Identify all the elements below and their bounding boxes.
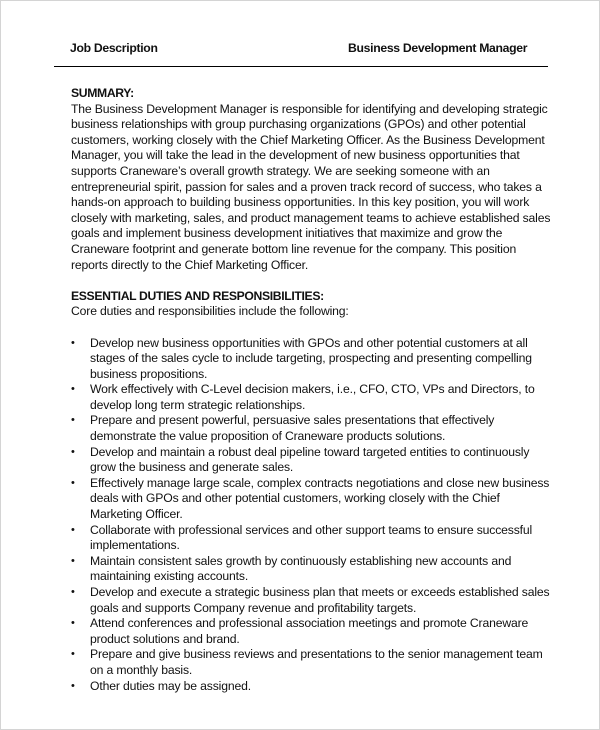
bullet-icon: • (71, 476, 75, 489)
list-item (71, 382, 551, 413)
list-item-text: Develop and execute a strategic business plan that meets or exceeds established sales goals and supports Company revenue and profitability targets. (90, 585, 550, 615)
list-item-text: Develop and maintain a robust deal pipeline toward targeted entities to continuously grow the business and generate sales. (90, 444, 530, 475)
list-item (71, 445, 551, 476)
bullet-icon: • (71, 648, 75, 661)
bullet-icon: • (71, 445, 75, 458)
bullet-icon: • (71, 523, 75, 536)
summary-heading: SUMMARY: (71, 86, 134, 100)
list-item-text: Attend conferences and professional association meetings and promote Craneware product solutions and brand. (90, 616, 529, 646)
bullet-icon: • (71, 586, 75, 598)
list-spacer (71, 320, 551, 336)
document-body (71, 86, 551, 694)
document-header (54, 38, 548, 67)
duties-heading: ESSENTIAL DUTIES AND RESPONSIBILITIES: (71, 288, 324, 303)
summary-paragraph: The Business Development Manager is responsible for identifying and developing strategic business relationships with group purchasing organizations (GPOs) and other potential customers, working closely with the Chief Marketing Officer. As the Business Development Manager, you will take the lead in the development of new business opportunities that supports Craneware’s overall growth strategy. We are seeking someone with an entrepreneurial spirit, passion for sales and a proven track record of success, who takes a hands-on approach to building business opportunities. In this key position, you will work closely with marketing, sales, and product management teams to achieve established sales goals and implement business development initiatives that maximize and grow the Craneware footprint and generate bottom line revenue for the company. This position reports directly to the Chief Marketing Officer. (71, 101, 551, 272)
list-item-text: Develop new business opportunities with GPOs and other potential customers at all stages of the sales cycle to include targeting, prospecting and presenting compelling business propositions. (90, 335, 532, 381)
section-spacer (71, 273, 551, 289)
list-item-text: Prepare and give business reviews and presentations to the senior management team on a monthly basis. (90, 647, 543, 677)
list-item-text: Work effectively with C-Level decision makers, i.e., CFO, CTO, VPs and Directors, to develop long term strategic relationships. (90, 382, 535, 412)
list-item-text: Maintain consistent sales growth by continuously establishing new accounts and maintaining existing accounts. (90, 553, 512, 584)
list-item (71, 554, 551, 585)
list-item (71, 585, 551, 616)
list-item-text: Prepare and present powerful, persuasive sales presentations that effectively demonstrate the value proposition of Craneware products solutions. (90, 413, 495, 444)
list-item-text: Effectively manage large scale, complex contracts negotiations and close new business deals with GPOs and other potential customers, working closely with the Chief Marketing Officer. (90, 475, 550, 522)
bullet-icon: • (71, 554, 75, 567)
header-job-title: Business Development Manager (348, 41, 528, 55)
bullet-icon: • (71, 414, 75, 427)
duties-intro: Core duties and responsibilities include the following: (71, 304, 349, 319)
bullet-icon: • (71, 336, 75, 349)
list-item (71, 413, 551, 444)
header-document-type: Job Description (70, 41, 158, 55)
bullet-icon: • (71, 617, 75, 630)
bullet-icon: • (71, 383, 75, 396)
list-item (71, 679, 551, 695)
list-item-text: Collaborate with professional services and other support teams to ensure successful implementations. (90, 522, 533, 553)
list-item (71, 616, 551, 647)
list-item-text: Other duties may be assigned. (90, 678, 251, 693)
bullet-icon: • (71, 679, 75, 692)
duties-list (71, 336, 551, 695)
list-item (71, 647, 551, 678)
list-item (71, 336, 551, 383)
list-item (71, 523, 551, 554)
list-item (71, 476, 551, 523)
